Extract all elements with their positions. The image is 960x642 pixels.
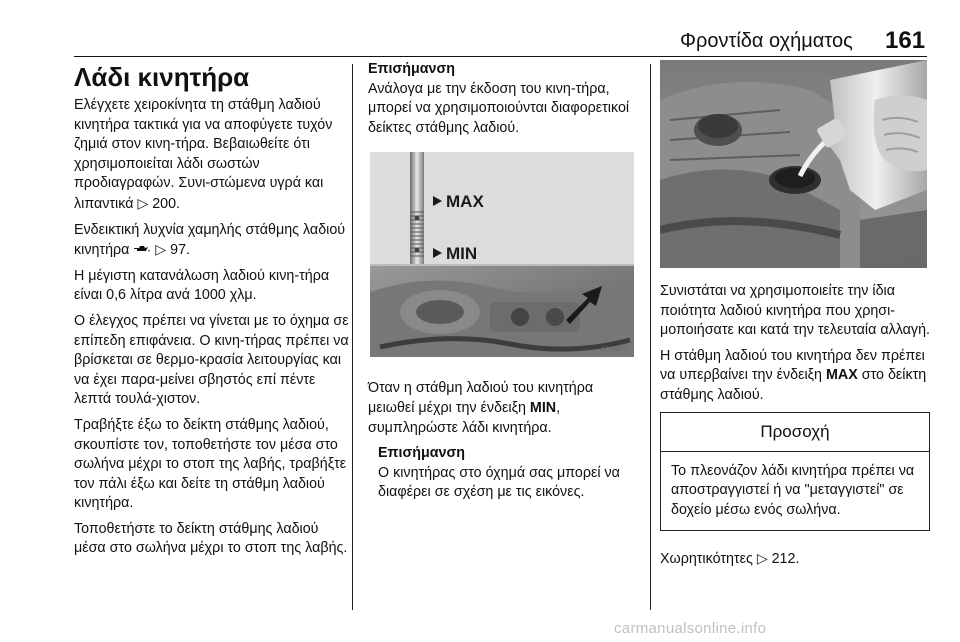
- page-reference: 212.: [771, 551, 800, 568]
- paragraph: Τραβήξτε έξω το δείκτη στάθμης λαδιού, σκουπίστε τον, τοποθετήστε τον μέσα στο σωλήνα μέχρι το στοπ της λαβής, τραβήξτε τον πάλι έξω και δείτε τη στάθμη λαδιού κινητήρα.: [74, 416, 347, 512]
- note-label: [378, 444, 638, 464]
- figure-code: 17 008 T: [893, 257, 921, 264]
- paragraph: Συνιστάται να χρησιμοποιείτε την ίδια ποιότητα λαδιού κινητήρα που χρησι-μοποιήσατε και κατά την τελευταία αλλαγή.: [660, 283, 931, 339]
- paragraph: Τοποθετήστε το δείκτη στάθμης λαδιού μέσα στο σωλήνα μέχρι το στοπ της λαβής.: [74, 520, 348, 557]
- warning-box: [660, 412, 930, 532]
- paragraph-text: , συμπληρώστε λάδι κινητήρα.: [368, 399, 561, 436]
- column-left: [74, 60, 354, 565]
- paragraph-text: στο δείκτη στάθμης λαδιού.: [660, 367, 927, 403]
- min-highlight: MIN: [529, 399, 557, 416]
- paragraph: [74, 96, 354, 215]
- note-label-text: Επισήμανση: [378, 445, 465, 462]
- cross-reference-arrow-icon: ▷: [137, 194, 149, 211]
- paragraph-text: Η στάθμη λαδιού του κινητήρα δεν πρέπει να υπερβαίνει την ένδειξη: [660, 347, 925, 384]
- page-reference: 97.: [170, 242, 191, 259]
- note-label-text: Επισήμανση: [368, 61, 455, 77]
- max-highlight: MAX: [826, 367, 858, 384]
- note-block: [368, 444, 638, 503]
- header-rule: [74, 56, 927, 57]
- dipstick-figure: [370, 152, 634, 357]
- page-number: 161: [885, 27, 926, 54]
- warning-text: Το πλεονάζον λάδι κινητήρα πρέπει να αποστραγγιστεί ή να "μεταγγιστεί" σε δοχείο μέσω ενός σωλήνα.: [671, 462, 915, 518]
- paragraph: Ο έλεγχος πρέπει να γίνεται με το όχημα σε επίπεδη επιφάνεια. Ο κινη-τήρας πρέπει να βρίσκεται σε θερμο-κρασία λειτουργίας και να έχει παρα-μείνει σβηστός επί πέντε λεπτά τουλά-χιστον.: [74, 312, 349, 408]
- note-text: Ο κινητήρας στο όχημά σας μπορεί να διαφέρει σε σχέση με τις εικόνες.: [378, 464, 620, 501]
- warning-body: [661, 452, 929, 531]
- page-reference: 200.: [152, 195, 181, 212]
- cross-reference-arrow-icon: ▷: [155, 241, 167, 258]
- oil-filling-illustration: [660, 60, 927, 268]
- column-middle: [368, 60, 638, 509]
- paragraph-text: Ενδεικτική λυχνία χαμηλής στάθμης λαδιού κινητήρα: [74, 221, 346, 259]
- warning-title: Προσοχή: [661, 413, 929, 452]
- cross-reference-arrow-icon: ▷: [756, 550, 768, 567]
- dipstick-illustration: [370, 152, 634, 357]
- section-title: Φροντίδα οχήματος: [680, 30, 853, 52]
- max-marker-label: MAX: [446, 192, 484, 212]
- page-header: [0, 0, 960, 56]
- paragraph-text: Όταν η στάθμη λαδιού του κινητήρα μειωθεί μέχρι την ένδειξη: [368, 380, 594, 416]
- note-text: Ανάλογα με την έκδοση του κινη-τήρα, μπορεί να χρησιμοποιούνται διαφορετικοί δείκτες στάθμης λαδιού.: [368, 80, 630, 136]
- paragraph-text: Χωρητικότητες: [660, 551, 753, 568]
- paragraph: Η μέγιστη κατανάλωση λαδιού κινη-τήρα είναι 0,6 λίτρα ανά 1000 χλμ.: [74, 267, 330, 304]
- watermark: carmanualsonline.info: [614, 620, 767, 637]
- section-heading: Λάδι κινητήρα: [74, 62, 250, 92]
- note-label: [368, 60, 638, 80]
- figure-code: 17 007 T: [600, 346, 628, 354]
- paragraph: [660, 347, 930, 406]
- paragraph: [74, 221, 354, 261]
- paragraph-text: Ελέγχετε χειροκίνητα τη στάθμη λαδιού κινητήρα τακτικά για να αποφύγετε τυχόν ζημιά στον κινη-τήρα. Βεβαιωθείτε ότι χρησιμοποιείται λάδι σωστών προδιαγραφών. Συνι-στώμενα υγρά και λιπαντικά: [74, 97, 333, 212]
- column-right: [660, 60, 930, 576]
- paragraph: [368, 379, 638, 438]
- oil-pressure-lamp-icon: [133, 244, 151, 255]
- paragraph: [660, 549, 930, 570]
- column-divider: [650, 64, 651, 610]
- min-marker-label: MIN: [446, 244, 478, 264]
- oil-filling-figure: [660, 60, 927, 268]
